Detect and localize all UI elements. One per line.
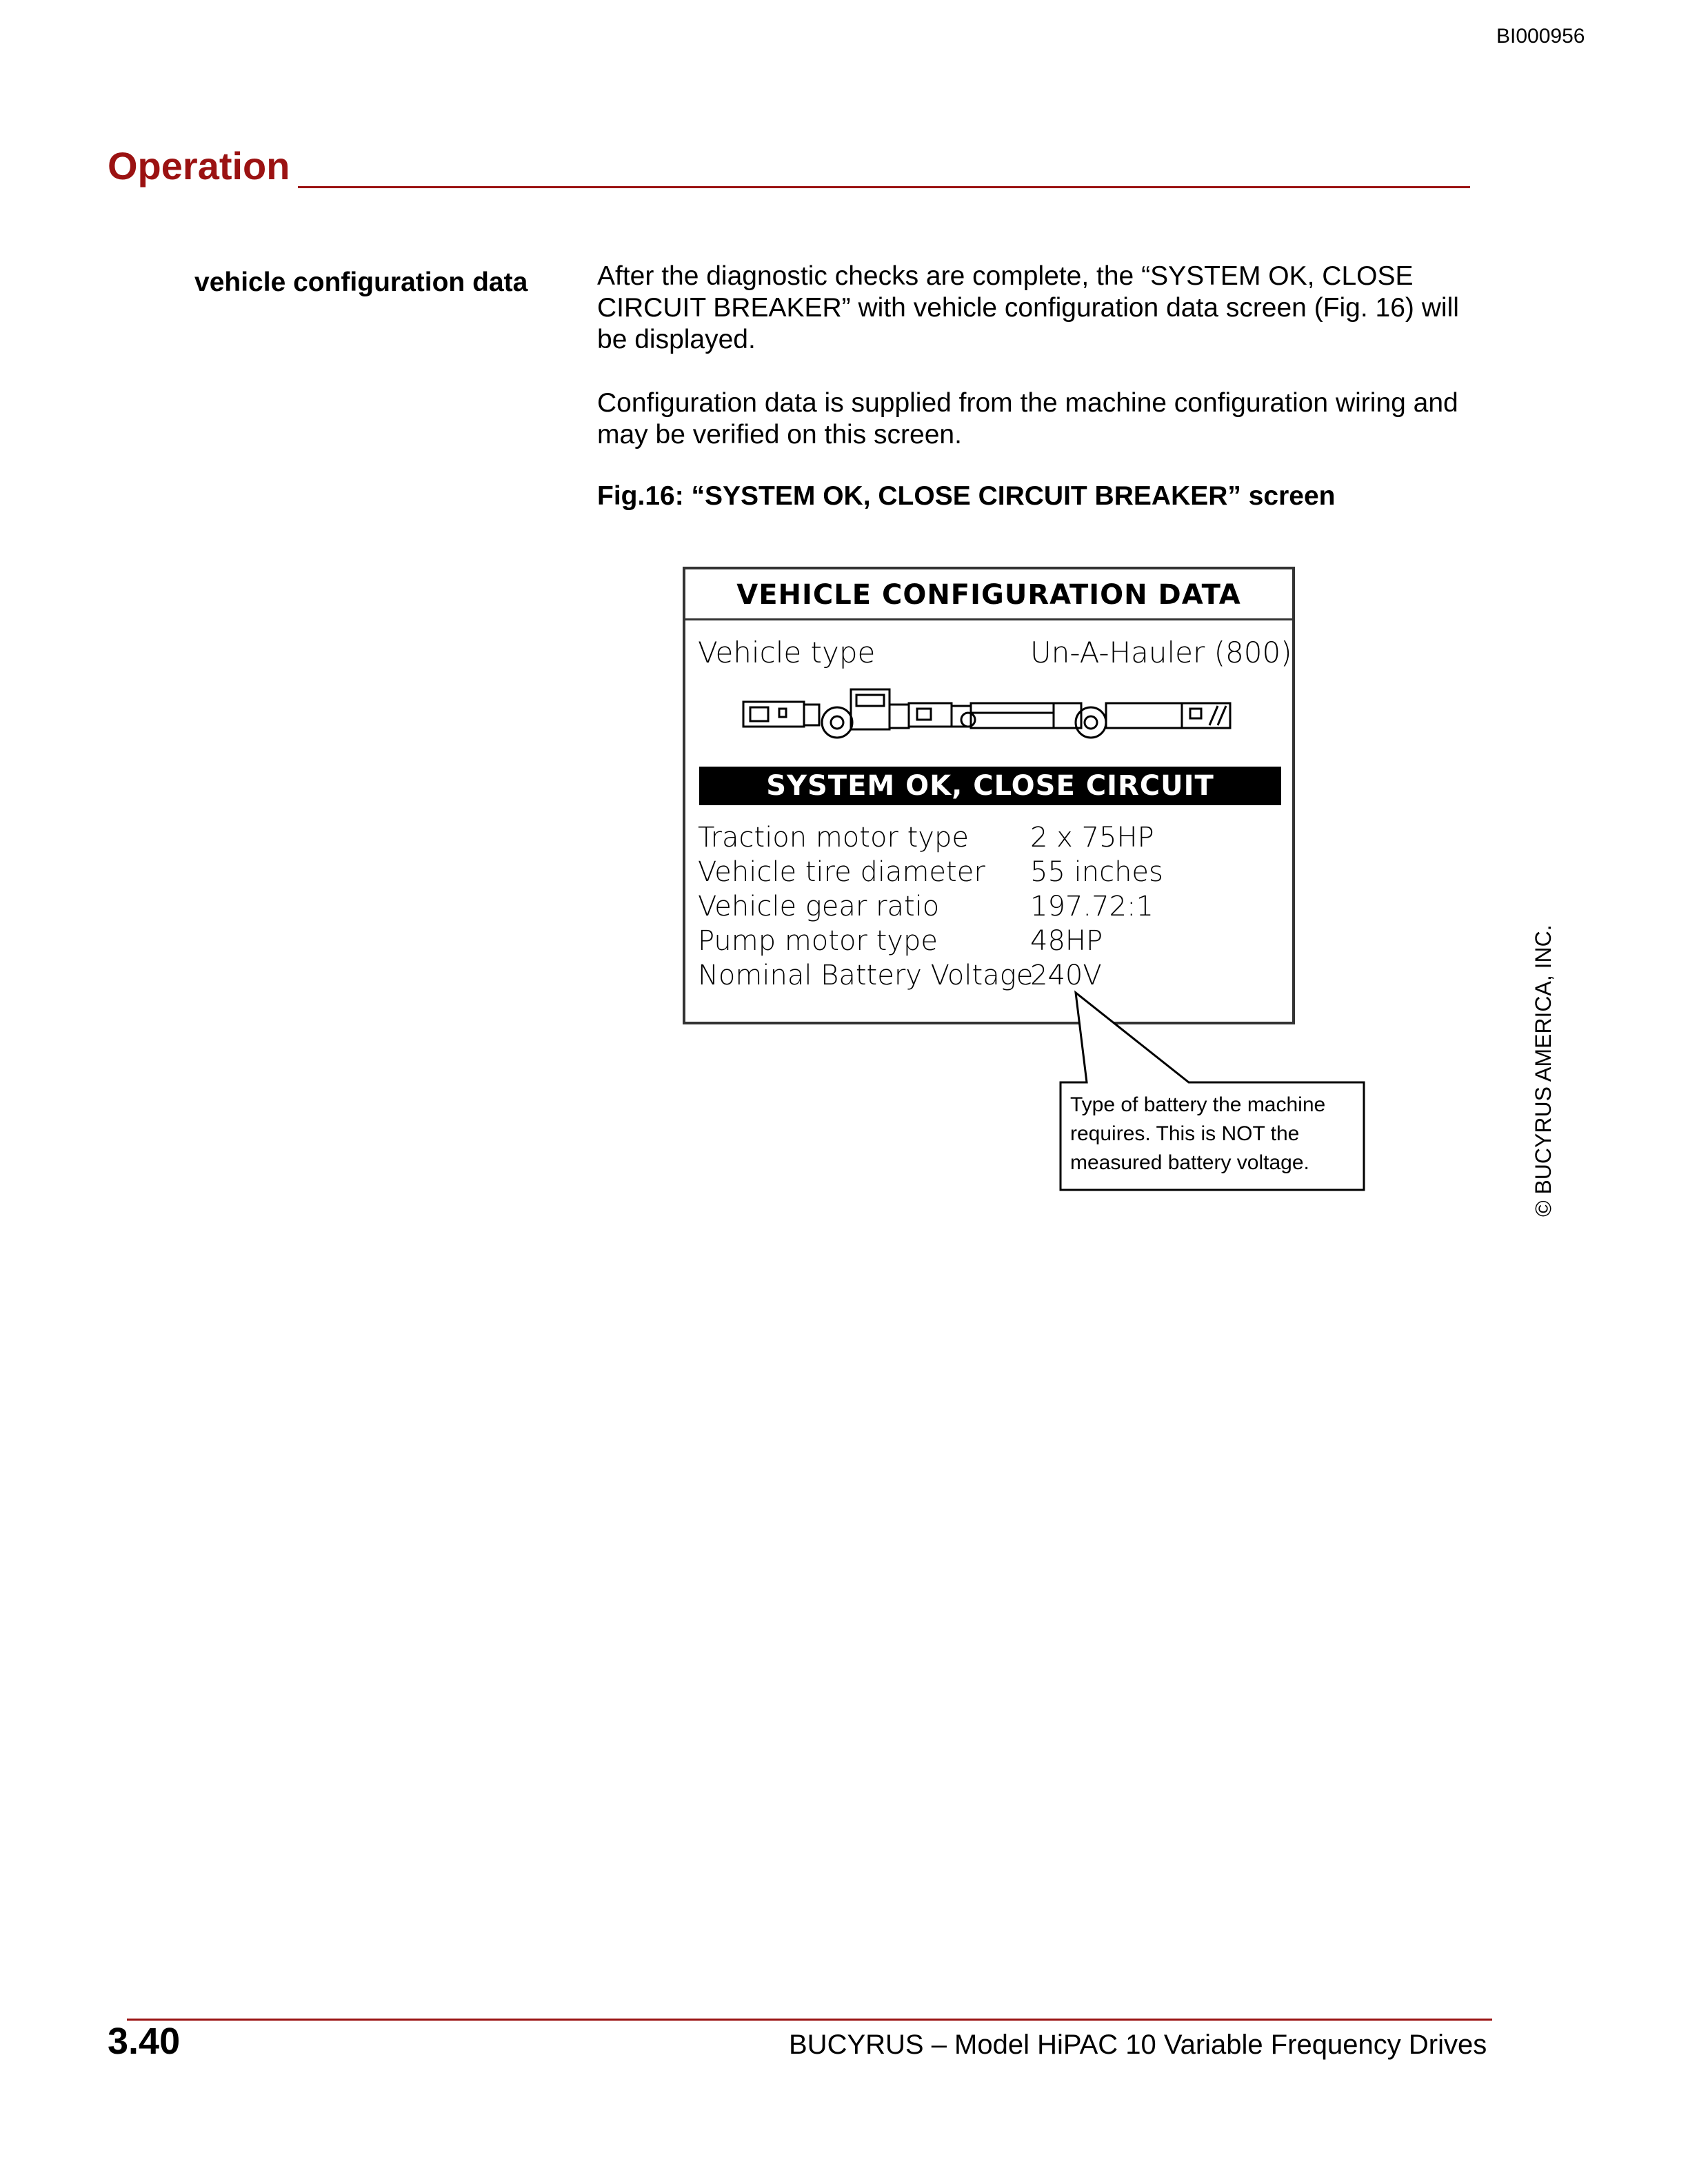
vehicle-icon [741,685,1237,740]
config-value: 48HP [1030,925,1103,957]
vehicle-type-value: Un-A-Hauler (800) [1030,636,1292,669]
callout-text: Type of battery the machine requires. This is NOT the measured battery voltage. [1070,1093,1326,1174]
vehicle-config-screen [683,567,1295,1024]
config-label: Pump motor type [698,925,938,957]
paragraph-diagnostic: After the diagnostic checks are complete, the “SYSTEM OK, CLOSE CIRCUIT BREAKER” with vehicle configuration data screen (Fig. 16) will be displayed. [597,261,1459,354]
footer-title: BUCYRUS – Model HiPAC 10 Variable Frequency Drives [789,2030,1487,2060]
page-number: 3.40 [108,2021,181,2062]
title-rule [298,186,1470,188]
config-label: Vehicle gear ratio [698,891,940,922]
copyright-notice: © BUCYRUS AMERICA, INC. [1531,924,1556,1217]
config-label: Vehicle tire diameter [698,856,985,888]
config-value: 2 x 75HP [1030,822,1154,853]
footer-rule [127,2019,1492,2021]
figure-caption: Fig.16: “SYSTEM OK, CLOSE CIRCUIT BREAKER” screen [597,481,1336,511]
config-label: Traction motor type [698,822,969,853]
paragraph-configuration: Configuration data is supplied from the machine configuration wiring and may be verified on this screen. [597,388,1458,449]
config-value: 55 inches [1030,856,1163,888]
config-label: Nominal Battery Voltage [698,960,1034,991]
section-title: Operation [108,144,290,188]
screen-header: VEHICLE CONFIGURATION DATA [685,569,1292,620]
side-heading: vehicle configuration data [194,267,528,297]
config-value: 240V [1030,960,1102,991]
vehicle-type-label: Vehicle type [698,636,876,669]
document-id: BI000956 [1496,25,1585,48]
status-banner: SYSTEM OK, CLOSE CIRCUIT BREAKER [699,767,1281,805]
config-value: 197.72:1 [1030,891,1154,922]
